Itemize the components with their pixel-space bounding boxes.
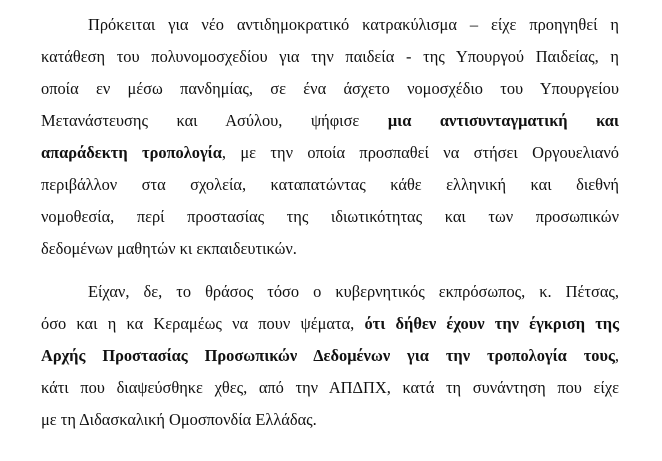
text-segment: περιβάλλον στα σχολεία, καταπατώντας κάθε ελληνική και διεθνή xyxy=(41,175,619,194)
text-segment: Μετανάστευσης και Ασύλου, ψήφισε xyxy=(41,111,388,130)
paragraph-2-line-5 xyxy=(41,404,619,436)
paragraph-1 xyxy=(41,9,619,265)
bold-text: ότι δήθεν έχουν την έγκριση της xyxy=(364,314,619,333)
paragraph-1-line-1 xyxy=(41,9,619,41)
document-page xyxy=(41,0,619,461)
paragraph-1-line-6 xyxy=(41,169,619,201)
paragraph-2-line-3 xyxy=(41,340,619,372)
text-segment: Πρόκειται για νέο αντιδημοκρατικό κατρακύλισμα – είχε προηγηθεί η xyxy=(88,15,619,34)
text-segment: όσο και η κα Κεραμέως να πουν ψέματα, xyxy=(41,314,365,333)
text-segment: με τη Διδασκαλική Ομοσπονδία Ελλάδας. xyxy=(41,410,317,429)
paragraph-1-line-4 xyxy=(41,105,619,137)
text-segment: , xyxy=(614,346,619,365)
paragraph-1-line-8 xyxy=(41,233,619,265)
bold-text: μια αντισυνταγματική και xyxy=(387,111,619,130)
bold-text: Αρχής Προστασίας Προσωπικών Δεδομένων για την τροπολογία τους xyxy=(41,346,615,365)
text-segment: κατάθεση του πολυνομοσχεδίου για την παιδεία - της Υπουργού Παιδείας, η xyxy=(41,47,619,66)
paragraph-1-line-3 xyxy=(41,73,619,105)
text-segment: κάτι που διαψεύσθηκε χθες, από την ΑΠΔΠΧ, κατά τη συνάντηση που είχε xyxy=(41,378,619,397)
paragraph-1-line-2 xyxy=(41,41,619,73)
text-segment: , με την οποία προσπαθεί να στήσει Οργουελιανό xyxy=(221,143,619,162)
text-segment: δεδομένων μαθητών κι εκπαιδευτικών. xyxy=(41,239,297,258)
text-segment: Είχαν, δε, το θράσος τόσο ο κυβερνητικός εκπρόσωπος, κ. Πέτσας, xyxy=(88,282,619,301)
paragraph-1-line-7 xyxy=(41,201,619,233)
bold-text: απαράδεκτη τροπολογία xyxy=(41,143,222,162)
paragraph-2 xyxy=(41,276,619,436)
paragraph-2-line-1 xyxy=(41,276,619,308)
text-segment: νομοθεσία, περί προστασίας της ιδιωτικότητας και των προσωπικών xyxy=(41,207,619,226)
paragraph-2-line-4 xyxy=(41,372,619,404)
paragraph-1-line-5 xyxy=(41,137,619,169)
paragraph-2-line-2 xyxy=(41,308,619,340)
text-segment: οποία εν μέσω πανδημίας, σε ένα άσχετο νομοσχέδιο του Υπουργείου xyxy=(41,79,619,98)
